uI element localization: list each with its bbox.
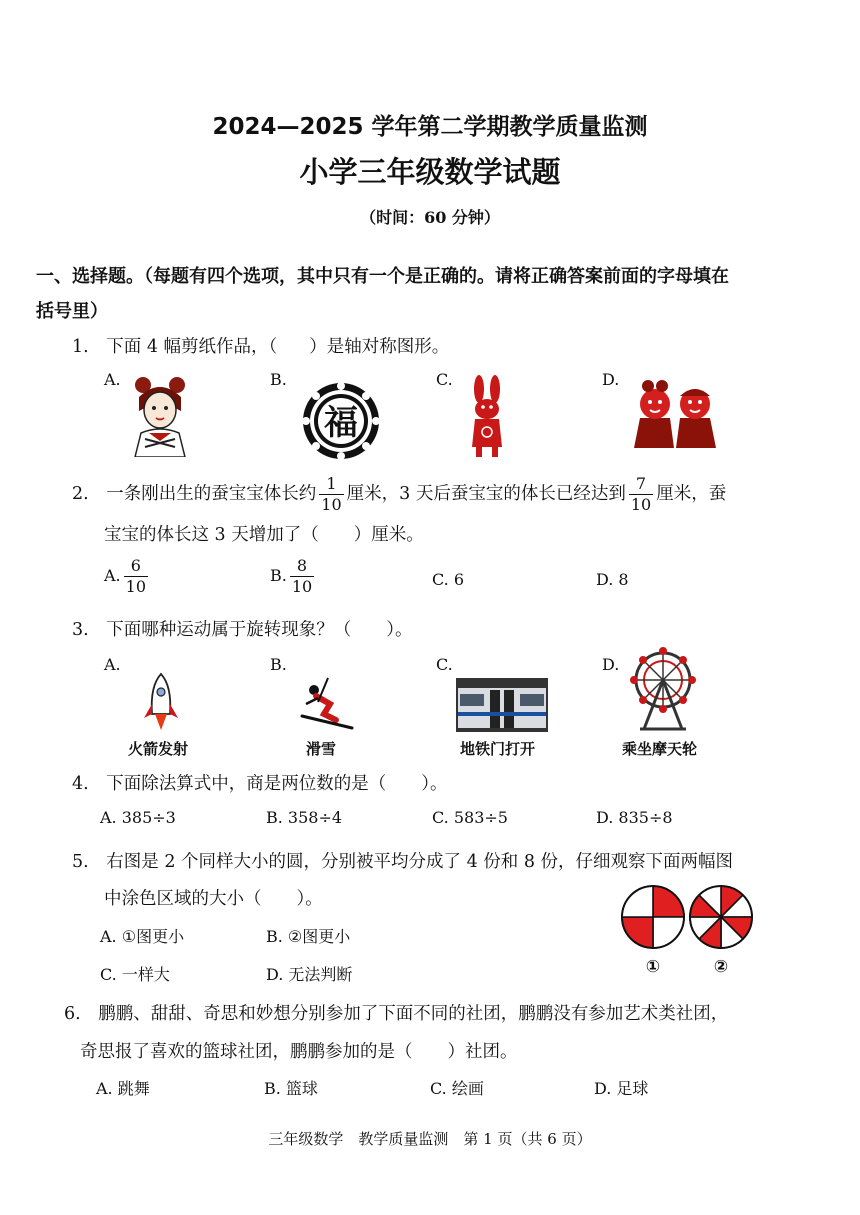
question-text: 下面哪种运动属于旋转现象？（ ）。: [106, 620, 413, 640]
exam-header-title: 2024—2025 学年第二学期教学质量监测: [212, 114, 648, 140]
q4-option-b: B. 358÷4: [266, 808, 343, 827]
q2-option-c: C. 6: [432, 570, 465, 589]
q5-option-a: A. ①图更小: [100, 927, 185, 946]
q2-option-b: B. $\frac{8}{10}$: [270, 556, 313, 596]
rocket-icon: [142, 672, 180, 732]
question-number: 3.: [72, 620, 89, 640]
question-number: 2.: [72, 484, 89, 504]
question-1: [72, 333, 449, 358]
q3-option-a-label: A.: [104, 655, 121, 674]
q3-option-d-label: D.: [602, 655, 620, 674]
circle-four-parts: [622, 886, 684, 948]
question-text: 厘米，3 天后蚕宝宝的体长已经达到: [346, 484, 626, 504]
q4-option-c: C. 583÷5: [432, 808, 508, 827]
q4-option-d: D. 835÷8: [596, 808, 673, 827]
question-6: [64, 1000, 728, 1025]
skier-icon: [296, 672, 356, 732]
question-text: ）是轴对称图形。: [309, 337, 450, 357]
girl-papercut-image: [125, 375, 195, 457]
question-4: [72, 770, 448, 795]
two-circles-figure: [618, 882, 758, 978]
q1-option-b-label: B.: [270, 370, 287, 389]
question-text: 一条刚出生的蚕宝宝体长约: [106, 484, 317, 504]
q2-option-d: D. 8: [596, 570, 629, 589]
section-heading-cont: 括号里）: [36, 301, 108, 322]
ferris-wheel-icon: [628, 645, 698, 733]
question-2-line2: 宝宝的体长这 3 天增加了（ ）厘米。: [104, 525, 424, 545]
question-number: 6.: [64, 1004, 81, 1024]
q5-option-d: D. 无法判断: [266, 965, 353, 984]
question-number: 1.: [72, 337, 89, 357]
question-5: [72, 848, 733, 873]
q3-option-b-label: B.: [270, 655, 287, 674]
q3-caption-d: 乘坐摩天轮: [622, 740, 698, 758]
question-text: 厘米，蚕: [656, 484, 727, 504]
question-2: [72, 476, 726, 513]
q5-option-b: B. ②图更小: [266, 927, 351, 946]
two-dolls-papercut-image: [630, 378, 720, 448]
q3-caption-c: 地铁门打开: [460, 740, 536, 758]
exam-subject-title: 小学三年级数学试题: [299, 155, 561, 189]
q1-option-c-label: C.: [436, 370, 453, 389]
q1-option-a-label: A.: [104, 370, 121, 389]
exam-time-limit: （时间：60 分钟）: [360, 208, 500, 227]
subway-train-image: [456, 678, 548, 732]
circle-label-1: ①: [645, 957, 661, 977]
section-heading: 一、选择题。（每题有四个选项，其中只有一个是正确的。请将正确答案前面的字母填在: [36, 266, 729, 287]
q6-option-b: B. 篮球: [264, 1079, 318, 1098]
fu-character-papercut-image: [300, 380, 382, 462]
q4-option-a: A. 385÷3: [100, 808, 176, 827]
circle-eight-parts: [690, 886, 752, 948]
q6-option-a: A. 跳舞: [96, 1079, 150, 1098]
fraction-7-10: $\frac{7}{10}$: [630, 474, 652, 514]
q6-option-c: C. 绘画: [430, 1079, 484, 1098]
question-5-line2: 中涂色区域的大小（ ）。: [104, 889, 323, 909]
question-text: 鹏鹏、甜甜、奇思和妙想分别参加了下面不同的社团，鹏鹏没有参加艺术类社团，: [98, 1004, 729, 1024]
question-6-line2: 奇思报了喜欢的篮球社团，鹏鹏参加的是（ ）社团。: [80, 1042, 518, 1062]
question-text: 下面除法算式中，商是两位数的是（ ）。: [106, 774, 448, 794]
q3-caption-b: 滑雪: [306, 740, 337, 758]
question-number: 4.: [72, 774, 89, 794]
q3-option-c-label: C.: [436, 655, 453, 674]
q6-option-d: D. 足球: [594, 1079, 649, 1098]
question-text: 右图是 2 个同样大小的圆，分别被平均分成了 4 份和 8 份，仔细观察下面两幅图: [106, 852, 734, 872]
q5-option-c: C. 一样大: [100, 965, 170, 984]
svg-text:福: 福: [324, 403, 358, 443]
page-footer: 三年级数学 教学质量监测 第 1 页（共 6 页）: [268, 1130, 592, 1148]
question-3: [72, 616, 413, 641]
q1-option-d-label: D.: [602, 370, 620, 389]
question-number: 5.: [72, 852, 89, 872]
rabbit-papercut-image: [464, 375, 510, 460]
question-text: 下面 4 幅剪纸作品，（: [106, 337, 278, 357]
q2-option-a: A. $\frac{6}{10}$: [104, 556, 146, 596]
circle-label-2: ②: [713, 957, 729, 977]
q3-caption-a: 火箭发射: [128, 740, 189, 758]
fraction-1-10: $\frac{1}{10}$: [321, 474, 342, 514]
